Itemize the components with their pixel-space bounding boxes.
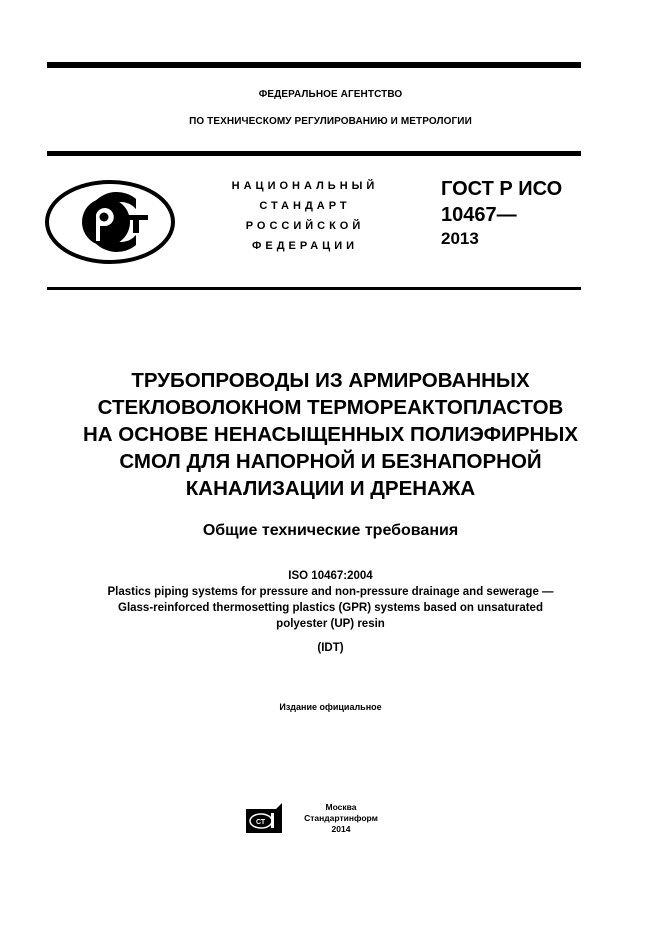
- agency-name-line-1: ФЕДЕРАЛЬНОЕ АГЕНТСТВО: [258, 89, 403, 100]
- rst-logo-icon: [44, 179, 176, 265]
- standartinform-logo-icon: [246, 803, 282, 833]
- title-line: КАНАЛИЗАЦИИ И ДРЕНАЖА: [185, 477, 476, 500]
- equivalence-marker: (IDT): [317, 642, 344, 654]
- national-standard-line: ФЕДЕРАЦИИ: [251, 240, 359, 252]
- national-standard-line: СТАНДАРТ: [259, 200, 351, 212]
- title-line: ТРУБОПРОВОДЫ ИЗ АРМИРОВАННЫХ: [131, 369, 530, 392]
- title-line: СМОЛ ДЛЯ НАПОРНОЙ И БЕЗНАПОРНОЙ: [119, 450, 542, 473]
- title-line: СТЕКЛОВОЛОКНОМ ТЕРМОРЕАКТОПЛАСТОВ: [97, 396, 564, 419]
- title-line: НА ОСНОВЕ НЕНАСЫЩЕННЫХ ПОЛИЭФИРНЫХ: [82, 423, 579, 446]
- iso-title-line: Plastics piping systems for pressure and non-pressure drainage and sewerage —: [107, 586, 554, 598]
- document-title: [0, 367, 661, 502]
- iso-title-line: polyester (UP) resin: [276, 618, 385, 630]
- agency-name-line-2: ПО ТЕХНИЧЕСКОМУ РЕГУЛИРОВАНИЮ И МЕТРОЛОГИИ: [189, 116, 472, 127]
- standard-designation: [441, 176, 562, 250]
- svg-text:СТ: СТ: [256, 819, 266, 826]
- top-rule: [47, 62, 581, 68]
- designation-year: 2013: [441, 229, 479, 248]
- designation-rule: [47, 287, 581, 290]
- iso-reference: [0, 568, 661, 656]
- designation-line-1: ГОСТ Р ИСО: [441, 178, 563, 200]
- publisher-name: Стандартинформ: [304, 813, 378, 823]
- national-standard-block: [205, 176, 405, 256]
- iso-code: ISO 10467:2004: [288, 570, 373, 582]
- publisher-year: 2014: [331, 824, 351, 834]
- publisher-block: [296, 802, 386, 835]
- document-subtitle: Общие технические требования: [202, 522, 459, 539]
- iso-title-line: Glass-reinforced thermosetting plastics (GPR) systems based on unsaturated: [118, 602, 543, 614]
- header-rule: [47, 151, 581, 156]
- publisher-city: Москва: [325, 802, 357, 812]
- designation-line-2: 10467—: [441, 204, 517, 226]
- edition-label: Издание официальное: [279, 702, 382, 712]
- national-standard-line: РОССИЙСКОЙ: [245, 220, 365, 232]
- national-standard-line: НАЦИОНАЛЬНЫЙ: [231, 180, 379, 192]
